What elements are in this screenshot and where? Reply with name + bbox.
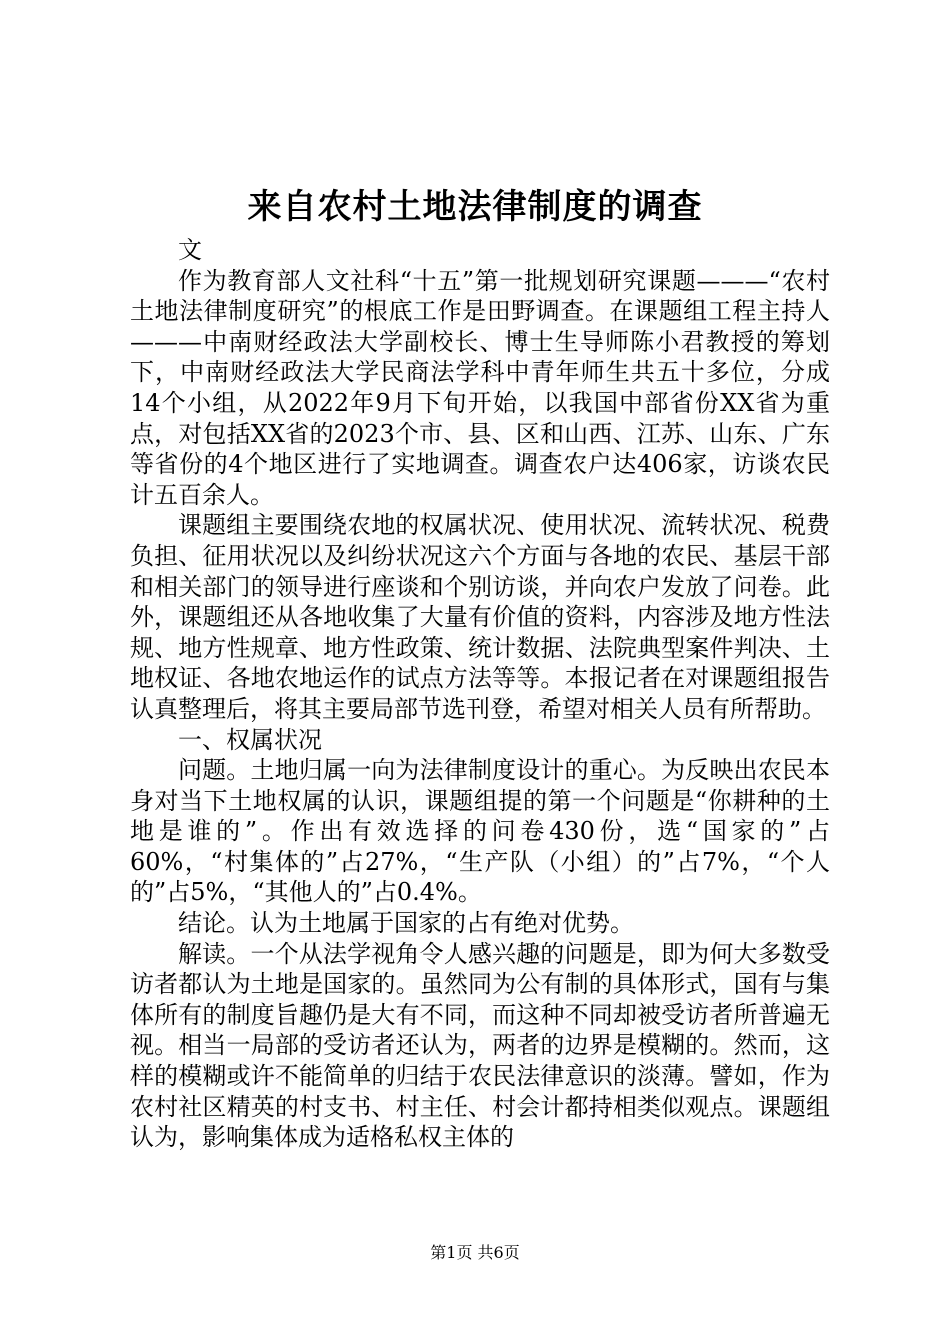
paragraph-intro: 作为教育部人文社科“十五”第一批规划研究课题———“农村土地法律制度研究”的根底工作是田野调查。在课题组工程主持人———中南财经政法大学副校长、博士生导师陈小君教授的筹划下，中南财经政法大学民商法学科中青年师生共五十多位，分成14个小组，从2022年9月下旬开始，以我国中部省份XX省为重点，对包括XX省的2023个市、县、区和山西、江苏、山东、广东等省份的4个地区进行了实地调查。调查农户达406家，访谈农民计五百余人。 (130, 266, 830, 509)
paragraph-question: 问题。土地归属一向为法律制度设计的重心。为反映出农民本身对当下土地权属的认识，课题组提的第一个问题是“你耕种的土地是谁的”。作出有效选择的问卷430份，选“国家的”占60%，“村集体的”占27%，“生产队（小组）的”占7%，“个人的”占5%，“其他人的”占0.4%。 (130, 756, 830, 907)
document-title: 来自农村土地法律制度的调查 (247, 187, 703, 227)
paragraph-conclusion: 结论。认为土地属于国家的占有绝对优势。 (178, 909, 634, 938)
document-body (130, 235, 830, 1153)
paragraph-scope: 课题组主要围绕农地的权属状况、使用状况、流转状况、税费负担、征用状况以及纠纷状况这六个方面与各地的农民、基层干部和相关部门的领导进行座谈和个别访谈，并向农户发放了问卷。此外，课题组还从各地收集了大量有价值的资料，内容涉及地方性法规、地方性规章、地方性政策、统计数据、法院典型案件判决、土地权证、各地农地运作的试点方法等等。本报记者在对课题组报告认真整理后，将其主要局部节选刊登，希望对相关人员有所帮助。 (130, 511, 830, 723)
author-line: 文 (178, 236, 202, 264)
section-heading-ownership: 一、权属状况 (178, 725, 322, 754)
paragraph-interpretation: 解读。一个从法学视角令人感兴趣的问题是，即为何大多数受访者都认为土地是国家的。虽然同为公有制的具体形式，国有与集体所有的制度旨趣仍是大有不同，而这种不同却被受访者所普遍无视。相当一局部的受访者还认为，两者的边界是模糊的。然而，这样的模糊或许不能简单的归结于农民法律意识的淡薄。譬如，作为农村社区精英的村支书、村主任、村会计都持相类似观点。课题组认为，影响集体成为适格私权主体的 (130, 939, 830, 1152)
page-footer: 第1页 共6页 (430, 1243, 520, 1262)
